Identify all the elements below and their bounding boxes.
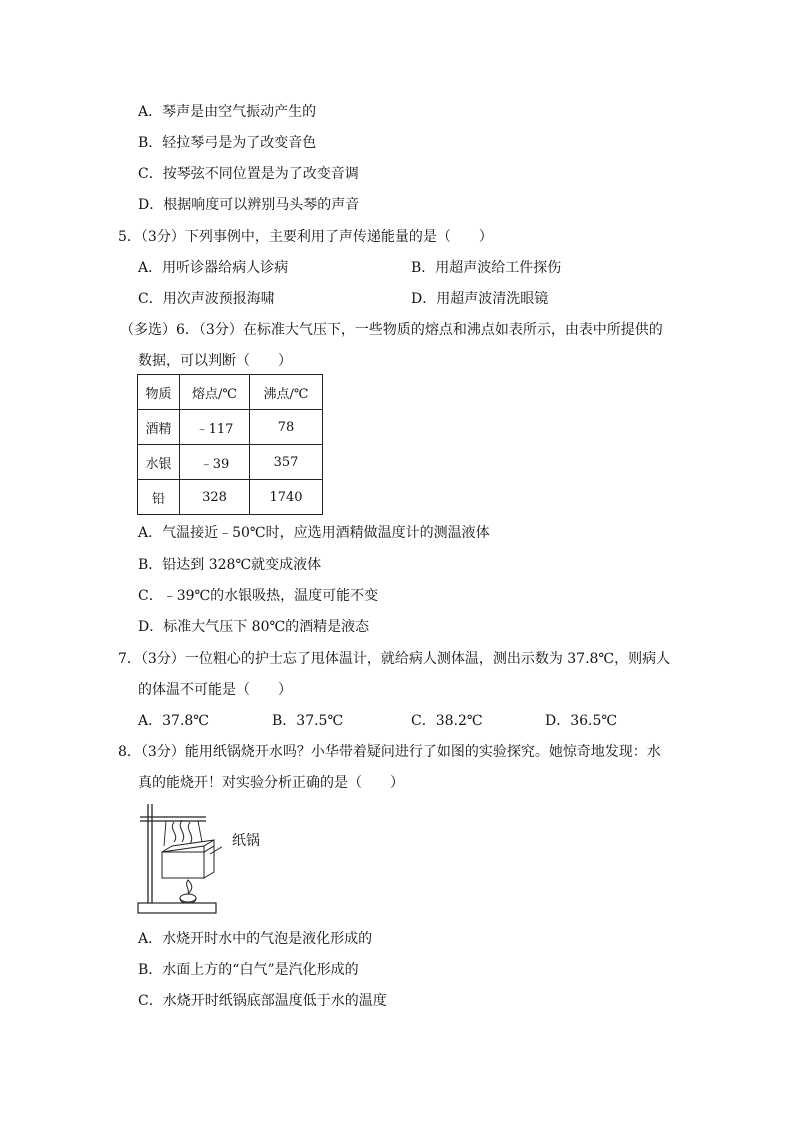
q7-stem-line1: 7．（3分）一位粗心的护士忘了甩体温计，就给病人测体温，测出示数为 37.8℃，则病人 [118, 651, 671, 667]
q4-option-a: A．琴声是由空气振动产生的 [138, 104, 317, 120]
q6-stem-line1: （多选）6．（3分）在标准大气压下，一些物质的熔点和沸点如表所示，由表中所提供的 [120, 322, 663, 338]
table-cell: ﹣39 [180, 445, 250, 480]
q7-option-b: B．37.5℃ [272, 713, 344, 729]
table-header-cell: 物质 [138, 375, 180, 410]
table-header-row [138, 375, 323, 410]
alcohol-lamp [180, 894, 196, 902]
q4-option-c: C．按琴弦不同位置是为了改变音调 [138, 166, 359, 182]
q4-option-d: D．根据响度可以辨别马头琴的声音 [138, 197, 360, 213]
q5-stem: 5．（3分）下列事例中，主要利用了声传递能量的是（ ） [118, 229, 493, 245]
q6-option-d: D．标准大气压下 80℃的酒精是液态 [138, 619, 370, 635]
table-row [138, 410, 323, 445]
q8-option-a: A．水烧开时水中的气泡是液化形成的 [138, 931, 373, 947]
q7-option-c: C．38.2℃ [411, 713, 483, 729]
table-row [138, 480, 323, 515]
q8-stem-line2: 真的能烧开！对实验分析正确的是（ ） [138, 775, 404, 791]
table-header-cell: 熔点/℃ [180, 375, 250, 410]
q8-option-c: C．水烧开时纸锅底部温度低于水的温度 [138, 993, 387, 1009]
q5-option-a: A．用听诊器给病人诊病 [138, 260, 289, 276]
q5-option-d: D．用超声波清洗眼镜 [411, 291, 549, 307]
table-cell: 357 [250, 445, 323, 480]
flame-icon [187, 880, 192, 894]
q6-option-a: A．气温接近﹣50℃时，应选用酒精做温度计的测温液体 [138, 525, 490, 541]
q7-option-d: D．36.5℃ [545, 713, 618, 729]
table-cell: 酒精 [138, 410, 180, 445]
q6-stem-line2: 数据，可以判断（ ） [138, 353, 292, 369]
q6-option-b: B．铅达到 328℃就变成液体 [138, 557, 322, 573]
stand-base [138, 903, 216, 913]
paper-pot-apparatus-figure [136, 802, 222, 918]
q7-option-a: A．37.8℃ [138, 713, 209, 729]
q5-option-c: C．用次声波预报海啸 [138, 291, 275, 307]
melting-boiling-table [137, 374, 323, 515]
q6-option-c: C．﹣39℃的水银吸热，温度可能不变 [138, 588, 379, 604]
q8-option-b: B．水面上方的“白气”是汽化形成的 [138, 962, 359, 978]
figure-label-paper-pot: 纸锅 [232, 833, 260, 849]
q7-stem-line2: 的体温不可能是（ ） [138, 682, 292, 698]
table-cell: 铅 [138, 480, 180, 515]
table-cell: ﹣117 [180, 410, 250, 445]
table-cell: 1740 [250, 480, 323, 515]
steam-icon [172, 822, 175, 842]
table-cell: 328 [180, 480, 250, 515]
table-row [138, 445, 323, 480]
table-header-cell: 沸点/℃ [250, 375, 323, 410]
q8-stem-line1: 8．（3分）能用纸锅烧开水吗？小华带着疑问进行了如图的实验探究。她惊奇地发现：水 [118, 744, 661, 760]
table-cell: 78 [250, 410, 323, 445]
q4-option-b: B．轻拉琴弓是为了改变音色 [138, 135, 317, 151]
table-cell: 水银 [138, 445, 180, 480]
q5-option-b: B．用超声波给工件探伤 [411, 260, 562, 276]
